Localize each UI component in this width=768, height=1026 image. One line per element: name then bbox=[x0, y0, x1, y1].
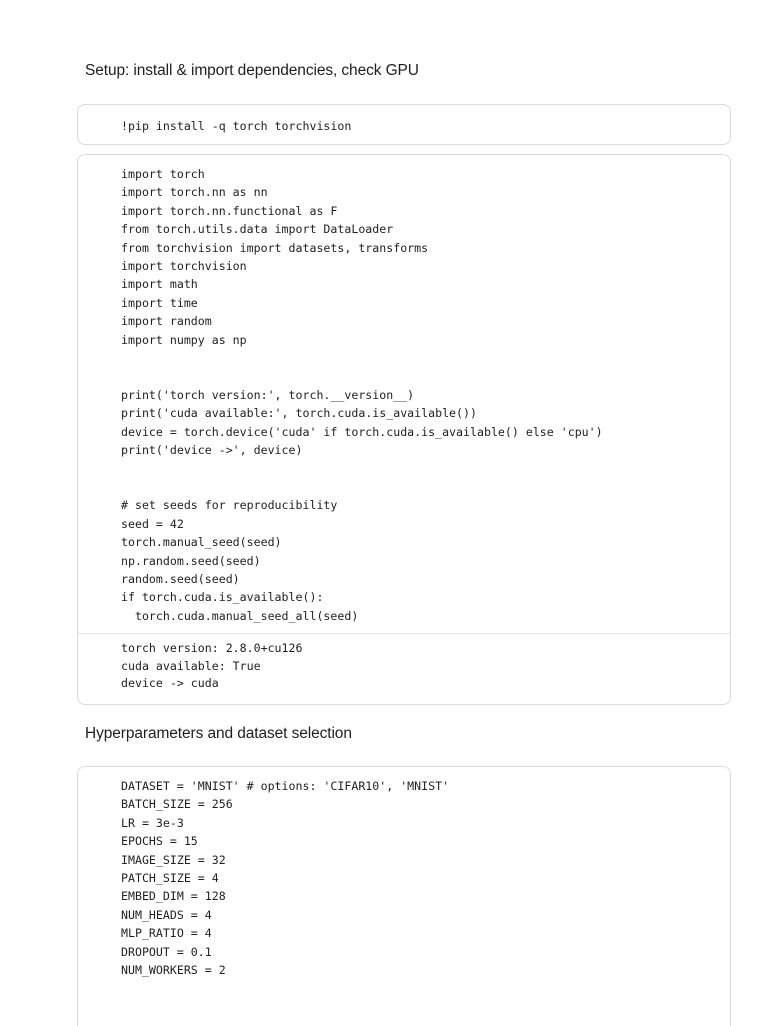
cell-source[interactable] bbox=[78, 105, 730, 135]
code-cell-pip-install[interactable] bbox=[77, 104, 731, 145]
code-cell-hyperparameters[interactable] bbox=[77, 766, 731, 1026]
cell-output bbox=[78, 633, 730, 693]
code-editor[interactable]: DATASET = 'MNIST' # options: 'CIFAR10', 'MNIST' BATCH_SIZE = 256 LR = 3e-3 EPOCHS = 15 IMAGE_SIZE = 32 PATCH_SIZE = 4 EMBED_DIM = 128 NUM_HEADS = 4 MLP_RATIO = 4 DROPOUT = 0.1 NUM_WORKERS = 2 bbox=[121, 779, 450, 978]
code-cell-imports[interactable] bbox=[77, 154, 731, 705]
section-heading-hyperparameters: Hyperparameters and dataset selection bbox=[85, 725, 352, 742]
cell-source[interactable] bbox=[78, 767, 730, 979]
output-text: torch version: 2.8.0+cu126 cuda available: True device -> cuda bbox=[121, 641, 303, 691]
code-editor[interactable]: import torch import torch.nn as nn import torch.nn.functional as F from torch.utils.data import DataLoader from torchvision import datasets, transforms import torchvision import math import time import random import numpy as np print('torch version:', torch.__version__) print('cuda available:', torch.cuda.is_available()) device = torch.device('cuda' if torch.cuda.is_available() else 'cpu') print('device ->', device) # set seeds for reproducibility seed = 42 torch.manual_seed(seed) np.random.seed(seed) random.seed(seed) if torch.cuda.is_available(): torch.cuda.manual_seed_all(seed) bbox=[121, 167, 603, 623]
section-heading-setup: Setup: install & import dependencies, check GPU bbox=[85, 62, 419, 79]
cell-source[interactable] bbox=[78, 155, 730, 633]
code-editor[interactable]: !pip install -q torch torchvision bbox=[121, 119, 352, 133]
